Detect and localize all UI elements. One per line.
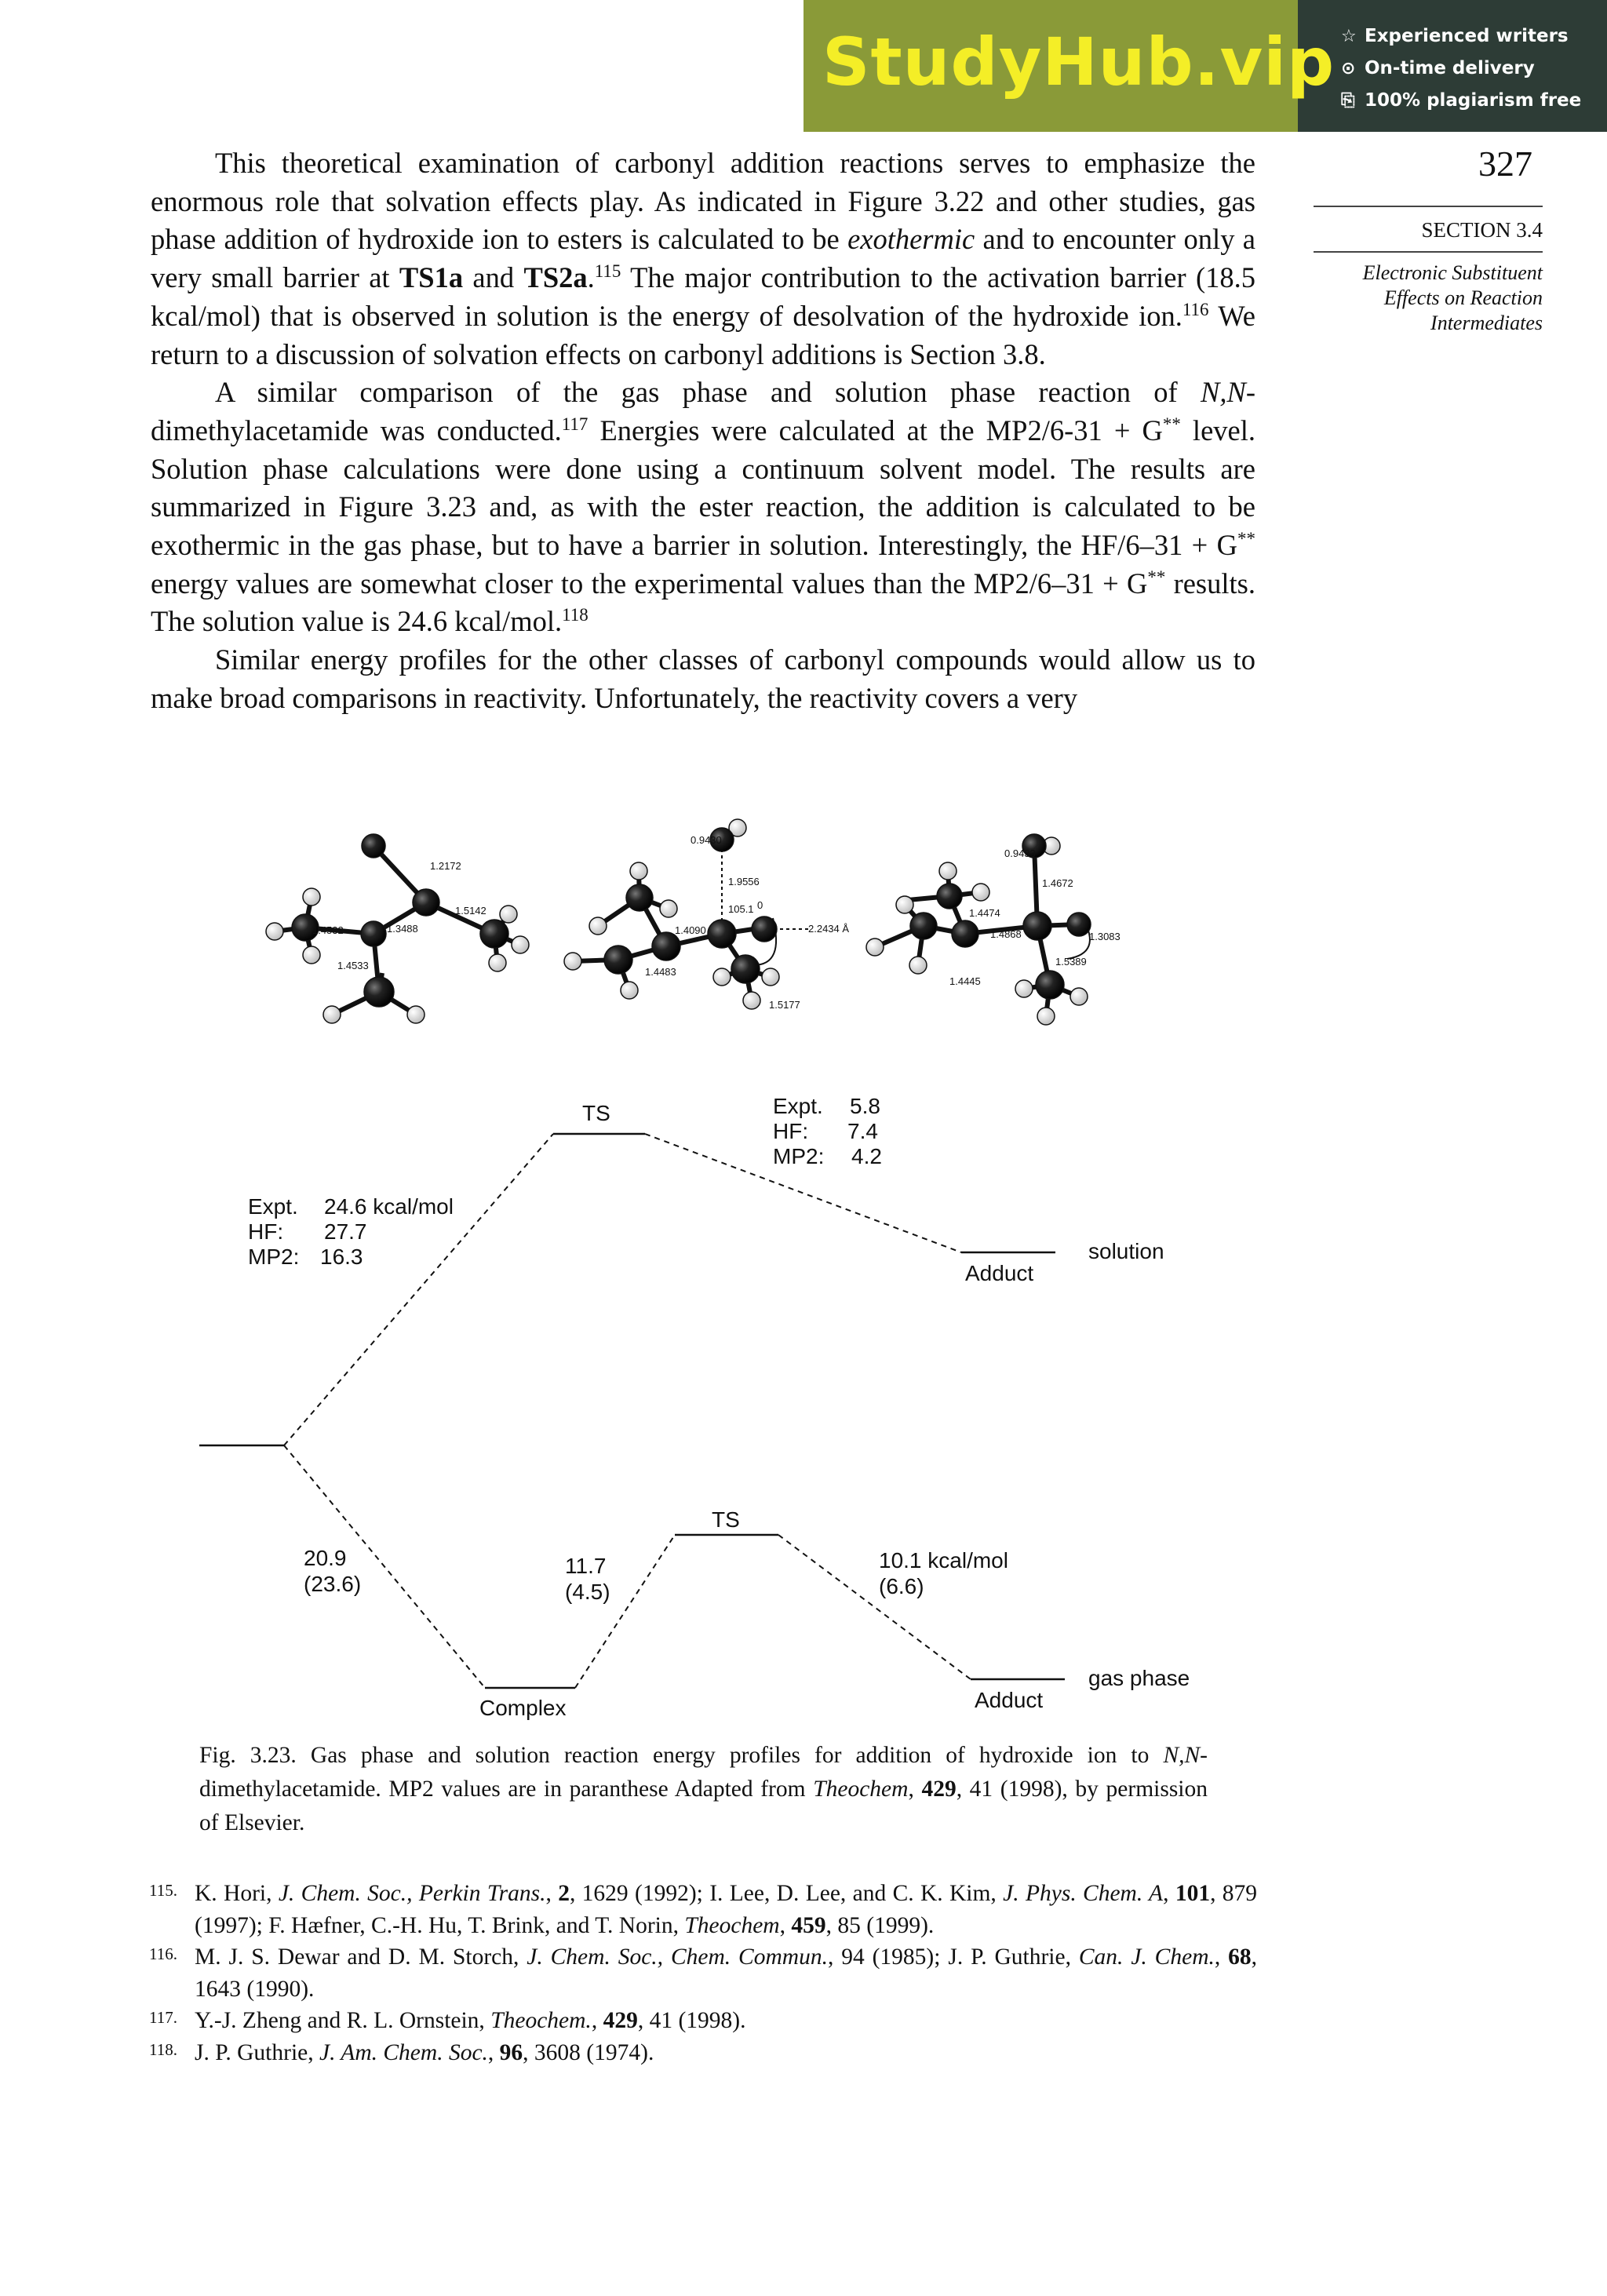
bond-length: 2.2434 Å	[808, 923, 850, 935]
molecule-adduct-atoms	[866, 834, 1091, 1025]
gas-energy-1: 20.9	[304, 1546, 347, 1570]
bond-length: 1.4474	[969, 907, 1000, 919]
solution-mp2-value: 16.3	[320, 1245, 363, 1269]
bond-length: 1.2172	[430, 860, 461, 872]
gas-adduct-label: Adduct	[975, 1688, 1044, 1712]
gas-phase-label: gas phase	[1088, 1666, 1190, 1690]
studyhub-banner[interactable]	[804, 0, 1607, 132]
solution-adduct-label: Adduct	[965, 1261, 1034, 1285]
energy-profile-figure	[188, 808, 1240, 1726]
solution-expt-right-value: 5.8	[850, 1094, 880, 1118]
solution-mp2-label: MP2:	[248, 1245, 300, 1269]
footnotes	[149, 1878, 1257, 2068]
solution-hf-right-value: 7.4	[847, 1119, 878, 1143]
header-rule	[1314, 206, 1543, 207]
solution-expt-label: Expt.	[248, 1194, 298, 1219]
bond-length: 1.4090	[675, 924, 706, 936]
body-text	[151, 144, 1255, 718]
bond-length: 0.9433	[1004, 847, 1036, 859]
studyhub-logo[interactable]: StudyHub.vip	[822, 24, 1336, 100]
gas-complex-label: Complex	[479, 1696, 567, 1720]
footnote-116: 116. M. J. S. Dewar and D. M. Storch, J. Chem. Soc., Chem. Commun., 94 (1985); J. P. Guthrie, Can. J. Chem., 68, 1643 (1990).	[149, 1944, 1258, 2002]
gas-energy-1-mp2: (23.6)	[304, 1572, 362, 1596]
solution-mp2-right-label: MP2:	[773, 1144, 825, 1168]
footnote-ref[interactable]: 118	[562, 605, 589, 625]
bond-length: 1.3488	[387, 923, 418, 935]
feature-experienced-writers	[1341, 20, 1581, 53]
feature-plagiarism-free	[1341, 85, 1581, 117]
solution-expt-right-label: Expt.	[773, 1094, 823, 1118]
footnote-118: 118. J. P. Guthrie, J. Am. Chem. Soc., 96, 3608 (1974).	[149, 2039, 654, 2065]
feature-label: Experienced writers	[1365, 26, 1569, 46]
bond-angle-degree: 0	[757, 899, 763, 911]
star-icon: ☆	[1341, 27, 1357, 46]
bond-length: 1.5177	[769, 999, 800, 1011]
copy-icon: ⎘	[1341, 91, 1355, 111]
gas-ts-label: TS	[712, 1507, 740, 1532]
footnote-ref[interactable]: 116	[1182, 299, 1209, 319]
paragraph-2: A similar comparison of the gas phase and solution phase reaction of N,N-dimethylacetamide was conducted.$^{117}$ Energies were calculated at the MP2/6-31 + G** level. Solution phase calculations were done using a continuum solvent model. The results are summarized in Figure 3.23 and, as with the ester reaction, the addition is calculated to be exothermic in the gas phase, but to have a barrier in solution. Interestingly, the HF/6–31 + G** energy values are somewhat closer to the experimental values than the MP2/6–31 + G** results. The solution value is 24.6 kcal/mol.$^{118}$	[151, 376, 1255, 638]
figure-caption: Fig. 3.23. Gas phase and solution reaction energy profiles for addition of hydroxide ion to N,N-dimethylacetamide. MP2 values are in paranthese Adapted from Theochem, 429, 41 (1998), by permission of Elsevier.	[199, 1743, 1208, 1835]
solution-expt-value: 24.6 kcal/mol	[324, 1194, 454, 1219]
section-title-line: Intermediates	[1430, 312, 1543, 334]
clock-icon: ⊙	[1341, 59, 1356, 78]
solution-mp2-right-value: 4.2	[851, 1144, 882, 1168]
footnote-ref[interactable]: 115	[594, 261, 621, 281]
bond-length: 1.5142	[455, 905, 486, 917]
bond-length: 1.4533	[337, 960, 369, 971]
solution-ts-label: TS	[582, 1101, 610, 1125]
paragraph-3: Similar energy profiles for the other classes of carbonyl compounds would allow us to make broad comparisons in reactivity. Unfortunately, the reactivity covers a very	[151, 643, 1255, 714]
section-title-line: Effects on Reaction	[1383, 286, 1543, 309]
bond-length: 0.9430	[691, 834, 722, 846]
solution-hf-label: HF:	[248, 1219, 284, 1244]
feature-on-time-delivery	[1341, 53, 1581, 85]
section-label: SECTION 3.4	[1421, 218, 1543, 242]
solution-hf-right-label: HF:	[773, 1119, 809, 1143]
gas-energy-2-mp2: (4.5)	[565, 1580, 610, 1604]
page-number: 327	[1478, 144, 1532, 184]
bond-length: 1.4532	[312, 924, 344, 936]
bond-length: 1.4672	[1042, 877, 1073, 889]
logo-background	[804, 0, 1336, 132]
footnote-117: 117. Y.-J. Zheng and R. L. Ornstein, Theochem., 429, 41 (1998).	[149, 2008, 746, 2033]
bond-length: 1.4445	[949, 975, 981, 987]
bond-angle: 105.1	[728, 903, 754, 915]
section-title	[1314, 261, 1543, 336]
bond-length: 1.3083	[1089, 931, 1121, 942]
paragraph-1: This theoretical examination of carbonyl addition reactions serves to emphasize the enormous role that solvation effects play. As indicated in Figure 3.22 and other studies, gas phase addition of hydroxide ion to esters is calculated to be exothermic and to encounter only a very small barrier at TS1a and TS2a.$^{115}$ The major contribution to the activation barrier (18.5 kcal/mol) that is observed in solution is the energy of desolvation of the hydroxide ion.$^{116}$ We return to a discussion of solvation effects on carbonyl additions is Section 3.8.	[151, 147, 1256, 370]
bond-length: 1.5389	[1055, 956, 1087, 968]
footnote-115: 115. K. Hori, J. Chem. Soc., Perkin Trans., 2, 1629 (1992); I. Lee, D. Lee, and C. K. Kim, J. Phys. Chem. A, 101, 879 (1997); F. Hæfner, C.-H. Hu, T. Brink, and T. Norin, Theochem, 459, 85 (1999).	[149, 1881, 1258, 1938]
bond-length: 1.4483	[645, 966, 676, 978]
feature-label: On-time delivery	[1365, 58, 1535, 78]
gas-energy-3-mp2: (6.6)	[879, 1574, 924, 1598]
footnote-ref[interactable]: 117	[561, 414, 589, 434]
solution-hf-value: 27.7	[324, 1219, 367, 1244]
section-title-line: Electronic Substituent	[1362, 261, 1543, 284]
solution-phase-label: solution	[1088, 1239, 1164, 1263]
banner-feature-list	[1341, 20, 1581, 117]
gas-energy-2: 11.7	[565, 1554, 607, 1578]
section-rule	[1314, 251, 1543, 253]
bond-length: 1.4868	[990, 928, 1022, 940]
bond-length: 1.9556	[728, 876, 760, 887]
gas-energy-3: 10.1 kcal/mol	[879, 1548, 1008, 1573]
feature-label: 100% plagiarism free	[1365, 90, 1582, 111]
